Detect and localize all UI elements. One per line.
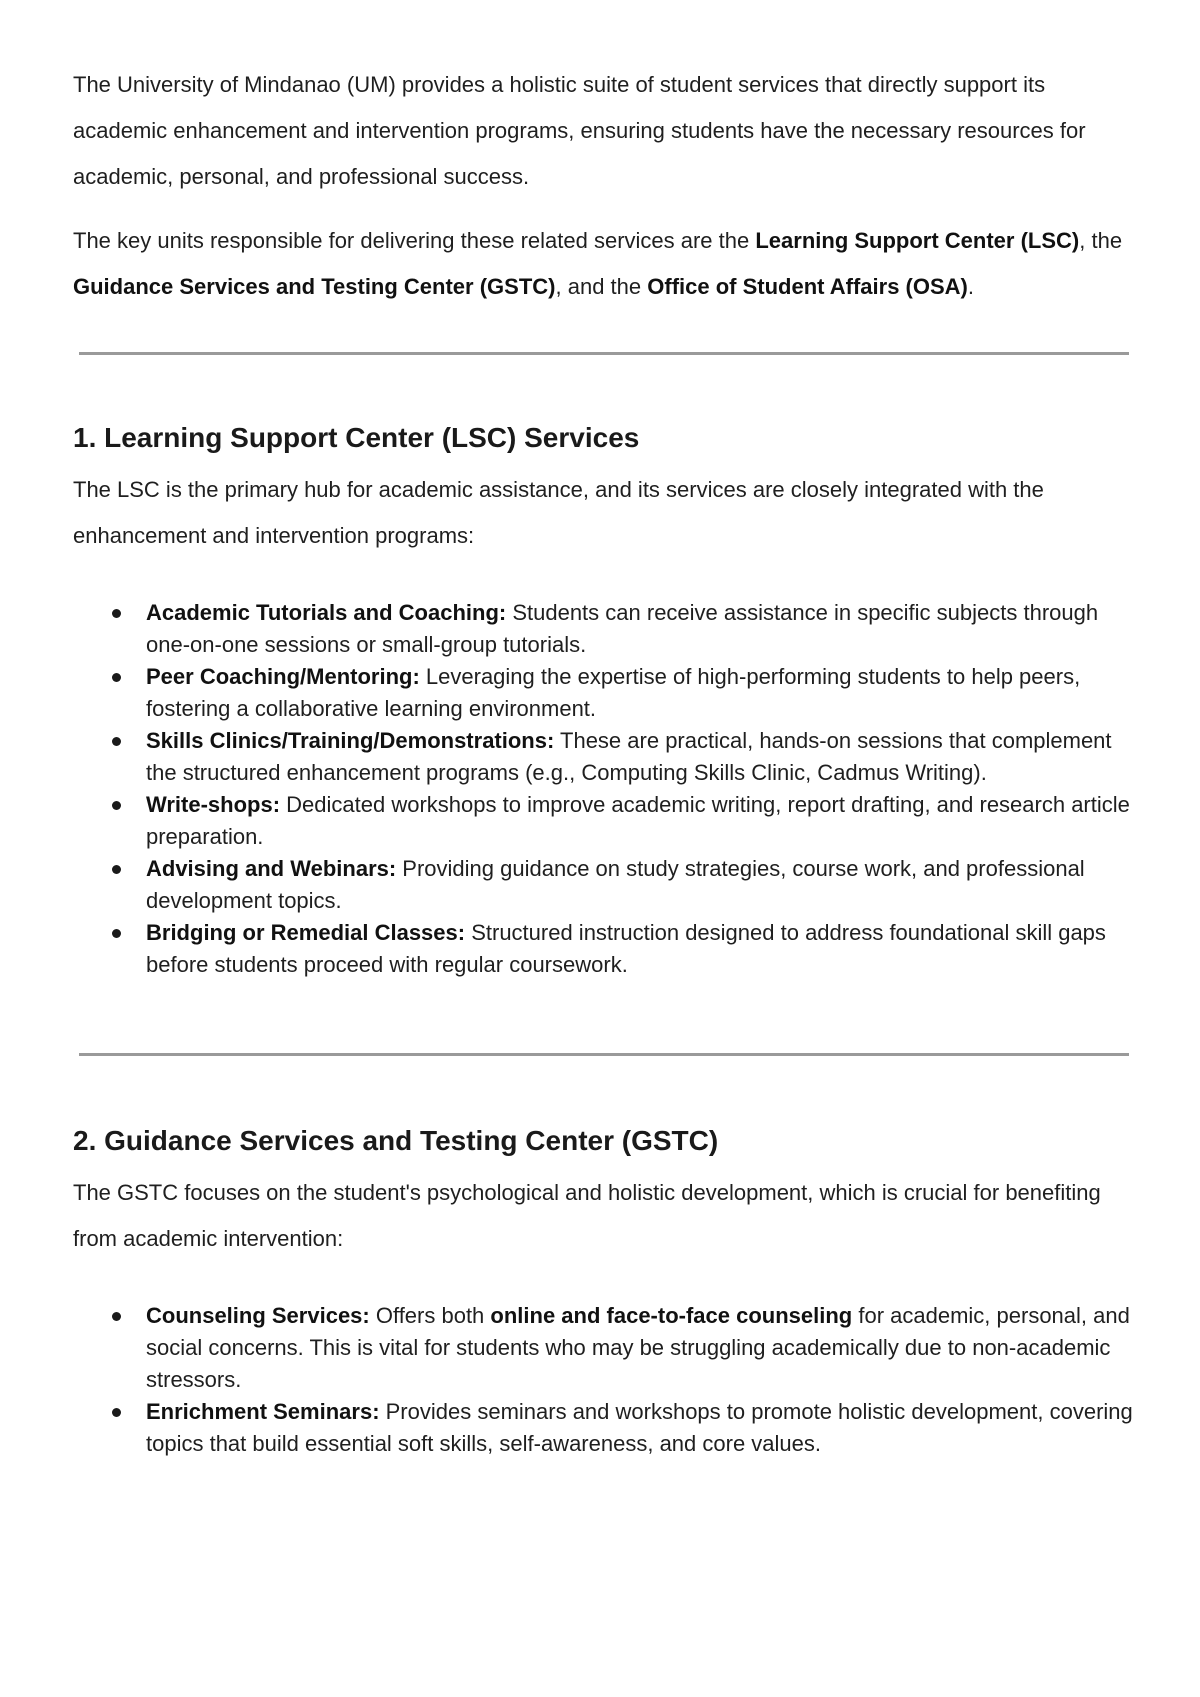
item-text: Providing guidance on study strategies, course work, and professional development topics. bbox=[146, 856, 1085, 913]
item-text: These are practical, hands-on sessions that complement the structured enhancement programs (e.g., Computing Skills Clinic, Cadmus Writing). bbox=[146, 728, 1112, 785]
section-divider bbox=[79, 352, 1129, 355]
item-text: Offers both bbox=[369, 1303, 491, 1328]
unit-gstc: Guidance Services and Testing Center (GSTC) bbox=[73, 274, 556, 299]
bullet-icon bbox=[112, 737, 121, 746]
item-text: Leveraging the expertise of high-performing students to help peers, fostering a collaborative learning environment. bbox=[146, 664, 1081, 721]
gstc-services-list bbox=[73, 1300, 1138, 1460]
bullet-icon bbox=[112, 801, 121, 810]
item-label: Academic Tutorials and Coaching: bbox=[146, 600, 507, 625]
bullet-icon bbox=[112, 865, 121, 874]
intro-paragraph: The University of Mindanao (UM) provides a holistic suite of student services that directly support its academic enhancement and intervention programs, ensuring students have the necessary resources for academic, personal, and professional success. bbox=[73, 72, 1086, 189]
item-label: Write-shops: bbox=[146, 792, 281, 817]
item-text: for academic, personal, and social concerns. This is vital for students who may be struggling academically due to non-academic stressors. bbox=[146, 1303, 1130, 1392]
item-text: Dedicated workshops to improve academic writing, report drafting, and research article preparation. bbox=[146, 792, 1130, 849]
item-label: Advising and Webinars: bbox=[146, 856, 397, 881]
item-label: Peer Coaching/Mentoring: bbox=[146, 664, 420, 689]
lsc-services-list bbox=[73, 597, 1138, 981]
bullet-icon bbox=[112, 673, 121, 682]
item-label: Enrichment Seminars: bbox=[146, 1399, 380, 1424]
key-units-sep1: , the bbox=[1079, 228, 1123, 253]
unit-lsc: Learning Support Center (LSC) bbox=[755, 228, 1080, 253]
list-item bbox=[146, 661, 1138, 725]
list-item bbox=[146, 917, 1138, 981]
item-text: Structured instruction designed to address foundational skill gaps before students proceed with regular coursework. bbox=[146, 920, 1106, 977]
item-text: Provides seminars and workshops to promote holistic development, covering topics that build essential soft skills, self-awareness, and core values. bbox=[146, 1399, 1133, 1456]
item-label: Skills Clinics/Training/Demonstrations: bbox=[146, 728, 555, 753]
item-emphasis: online and face-to-face counseling bbox=[490, 1303, 853, 1328]
list-item bbox=[146, 1300, 1138, 1396]
list-item bbox=[146, 789, 1138, 853]
list-item bbox=[146, 725, 1138, 789]
section-heading-gstc: 2. Guidance Services and Testing Center (GSTC) bbox=[73, 1125, 719, 1156]
key-units-text: The key units responsible for delivering these related services are the bbox=[73, 228, 756, 253]
item-text: Students can receive assistance in specific subjects through one-on-one sessions or small-group tutorials. bbox=[146, 600, 1099, 657]
bullet-icon bbox=[112, 609, 121, 618]
list-item bbox=[146, 1396, 1138, 1460]
list-item bbox=[146, 853, 1138, 917]
list-item bbox=[146, 597, 1138, 661]
section-intro-lsc: The LSC is the primary hub for academic assistance, and its services are closely integrated with the enhancement and intervention programs: bbox=[73, 477, 1044, 548]
document-body bbox=[73, 62, 1138, 1460]
section-divider bbox=[79, 1053, 1129, 1056]
item-label: Bridging or Remedial Classes: bbox=[146, 920, 466, 945]
bullet-icon bbox=[112, 1408, 121, 1417]
bullet-icon bbox=[112, 929, 121, 938]
unit-osa: Office of Student Affairs (OSA) bbox=[647, 274, 968, 299]
key-units-end: . bbox=[967, 274, 975, 299]
bullet-icon bbox=[112, 1312, 121, 1321]
key-units-paragraph bbox=[73, 218, 1138, 310]
section-intro-gstc: The GSTC focuses on the student's psychological and holistic development, which is crucial for benefiting from academic intervention: bbox=[73, 1180, 1101, 1251]
item-label: Counseling Services: bbox=[146, 1303, 370, 1328]
section-heading-lsc: 1. Learning Support Center (LSC) Services bbox=[73, 422, 640, 453]
key-units-sep2: , and the bbox=[555, 274, 648, 299]
